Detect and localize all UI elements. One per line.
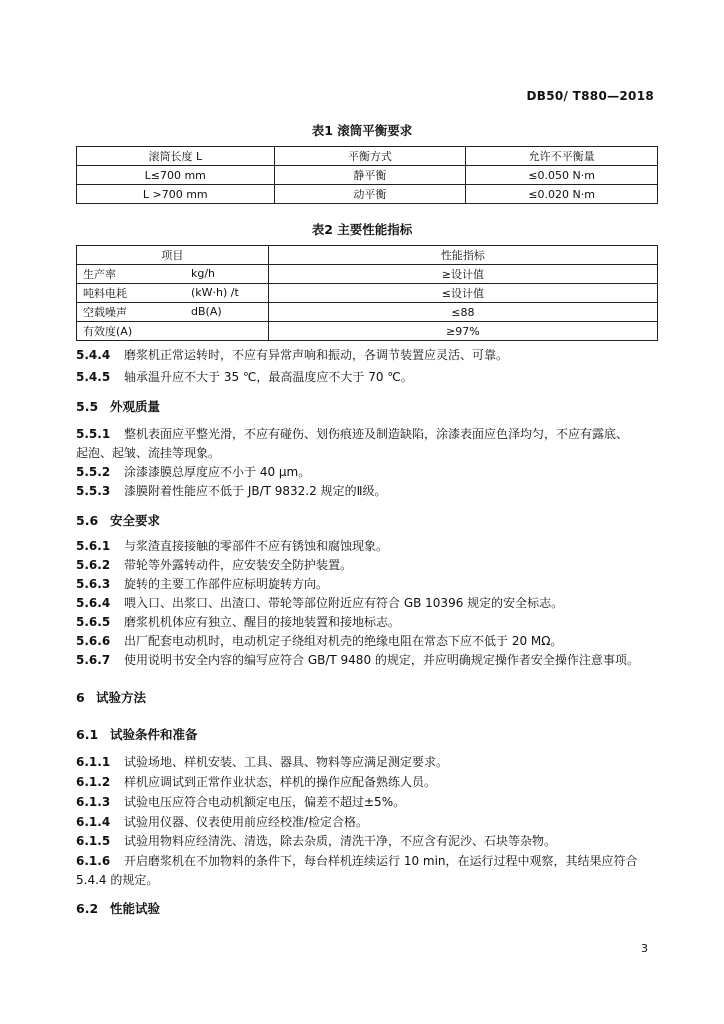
item-name: 空载噪声 xyxy=(83,306,127,319)
table-header-row xyxy=(77,246,658,265)
clause-number: 5.6.6 xyxy=(76,634,111,648)
clause-number: 6.1.1 xyxy=(76,755,111,769)
clause-text: 与浆渣直接接触的零部件不应有锈蚀和腐蚀现象。 xyxy=(124,539,389,553)
clause-number: 5.5.2 xyxy=(76,465,111,479)
clause-5-6-5 xyxy=(76,613,400,630)
table-cell: L >700 mm xyxy=(77,185,275,204)
section-number: 6 xyxy=(76,690,85,705)
clause-5-6-7 xyxy=(76,651,639,668)
clause-6-1-3 xyxy=(76,793,405,810)
clause-number: 5.6.5 xyxy=(76,615,111,629)
clause-5-6-3 xyxy=(76,575,328,592)
clause-number: 5.4.4 xyxy=(76,348,111,362)
section-5-5-heading xyxy=(76,397,160,415)
table-header-cell: 滚筒长度 L xyxy=(77,147,275,166)
table1-caption: 表1 滚筒平衡要求 xyxy=(311,123,413,138)
table-cell: ≤设计值 xyxy=(268,284,657,303)
table-row xyxy=(77,185,658,204)
clause-6-1-5 xyxy=(76,832,556,849)
clause-number: 6.1.4 xyxy=(76,815,111,829)
item-unit: (kW·h) /t xyxy=(191,286,239,299)
clause-text: 旋转的主要工作部件应标明旋转方向。 xyxy=(124,577,329,591)
clause-number: 5.6.4 xyxy=(76,596,111,610)
clause-text: 试验用仪器、仪表使用前应经校准/检定合格。 xyxy=(124,815,369,829)
clause-number: 6.1.5 xyxy=(76,834,111,848)
section-title: 性能试验 xyxy=(110,901,161,916)
section-5-6-heading xyxy=(76,511,160,529)
table-header-row xyxy=(77,147,658,166)
clause-text: 起泡、起皱、流挂等现象。 xyxy=(76,446,221,460)
clause-text: 轴承温升应不大于 35 ℃，最高温度应不大于 70 ℃。 xyxy=(124,370,413,384)
clause-5-6-2 xyxy=(76,556,352,573)
section-title: 试验条件和准备 xyxy=(110,727,198,742)
clause-5-5-1-continued xyxy=(76,444,220,461)
clause-text: 开启磨浆机在不加物料的条件下，每台样机连续运行 10 min，在运行过程中观察，其结果应符合 xyxy=(124,854,638,868)
clause-5-5-2 xyxy=(76,463,310,480)
clause-5-5-1 xyxy=(76,425,628,442)
clause-6-1-1 xyxy=(76,753,448,770)
section-title: 外观质量 xyxy=(110,399,161,414)
clause-text: 磨浆机机体应有独立、醒目的接地装置和接地标志。 xyxy=(124,615,401,629)
section-title: 试验方法 xyxy=(96,690,147,705)
clause-number: 5.6.3 xyxy=(76,577,111,591)
table-cell: ≥设计值 xyxy=(268,265,657,284)
table-cell-item xyxy=(77,322,269,341)
clause-text: 5.4.4 的规定。 xyxy=(76,873,159,887)
clause-number: 6.1.6 xyxy=(76,854,111,868)
clause-number: 6.1.2 xyxy=(76,775,111,789)
table2-performance xyxy=(76,245,658,341)
table-cell-item xyxy=(77,265,269,284)
table1-drum-balance xyxy=(76,146,658,204)
item-unit: kg/h xyxy=(191,267,216,280)
clause-6-1-4 xyxy=(76,813,368,830)
section-title: 安全要求 xyxy=(110,513,161,528)
clause-text: 漆膜附着性能应不低于 JB/T 9832.2 规定的Ⅱ级。 xyxy=(124,484,387,498)
section-6-1-heading xyxy=(76,725,198,743)
table-row xyxy=(77,322,658,341)
clause-number: 6.1.3 xyxy=(76,795,111,809)
page-number: 3 xyxy=(641,942,648,955)
table-header-cell: 性能指标 xyxy=(268,246,657,265)
table-cell-item xyxy=(77,303,269,322)
clause-number: 5.5.1 xyxy=(76,427,111,441)
item-name: 吨料电耗 xyxy=(83,287,127,300)
clause-5-6-6 xyxy=(76,632,562,649)
clause-text: 磨浆机正常运转时，不应有异常声响和振动，各调节装置应灵活、可靠。 xyxy=(124,348,509,362)
clause-number: 5.4.5 xyxy=(76,370,111,384)
clause-text: 带轮等外露转动件，应安装安全防护装置。 xyxy=(124,558,353,572)
clause-text: 试验场地、样机安装、工具、器具、物料等应满足测定要求。 xyxy=(124,755,449,769)
clause-number: 5.6.2 xyxy=(76,558,111,572)
section-number: 6.2 xyxy=(76,901,99,916)
clause-text: 整机表面应平整光滑，不应有碰伤、划伤痕迹及制造缺陷，涂漆表面应色泽均匀，不应有露底、 xyxy=(124,427,629,441)
table-cell: ≤0.020 N·m xyxy=(466,185,658,204)
table-row xyxy=(77,303,658,322)
clause-text: 出厂配套电动机时，电动机定子绕组对机壳的绝缘电阻在常态下应不低于 20 MΩ。 xyxy=(124,634,563,648)
clause-text: 试验用物料应经清洗、清选，除去杂质，清洗干净，不应含有泥沙、石块等杂物。 xyxy=(124,834,557,848)
table-header-cell: 平衡方式 xyxy=(274,147,466,166)
table-cell-item xyxy=(77,284,269,303)
section-number: 5.6 xyxy=(76,513,99,528)
clause-5-6-4 xyxy=(76,594,563,611)
clause-text: 试验电压应符合电动机额定电压，偏差不超过±5%。 xyxy=(124,795,406,809)
section-number: 5.5 xyxy=(76,399,99,414)
section-number: 6.1 xyxy=(76,727,99,742)
table-cell: 静平衡 xyxy=(274,166,466,185)
table-row xyxy=(77,284,658,303)
table2-caption: 表2 主要性能指标 xyxy=(311,222,413,237)
table-row xyxy=(77,166,658,185)
clause-text: 涂漆漆膜总厚度应不小于 40 μm。 xyxy=(124,465,311,479)
table-cell: ≤88 xyxy=(268,303,657,322)
table-cell: 动平衡 xyxy=(274,185,466,204)
table-cell: L≤700 mm xyxy=(77,166,275,185)
item-name: 有效度(A) xyxy=(83,325,133,338)
clause-5-5-3 xyxy=(76,482,386,499)
clause-6-1-2 xyxy=(76,773,436,790)
clause-text: 使用说明书安全内容的编写应符合 GB/T 9480 的规定，并应明确规定操作者安全操作注意事项。 xyxy=(124,653,639,667)
clause-6-1-6-continued xyxy=(76,871,158,888)
table-row xyxy=(77,265,658,284)
clause-number: 5.6.7 xyxy=(76,653,111,667)
section-6-heading xyxy=(76,688,146,706)
table-header-cell: 项目 xyxy=(77,246,269,265)
clause-text: 喂入口、出浆口、出渣口、带轮等部位附近应有符合 GB 10396 规定的安全标志。 xyxy=(124,596,564,610)
clause-6-1-6 xyxy=(76,852,638,869)
table-header-cell: 允许不平衡量 xyxy=(466,147,658,166)
table-cell: ≤0.050 N·m xyxy=(466,166,658,185)
clause-text: 样机应调试到正常作业状态，样机的操作应配备熟练人员。 xyxy=(124,775,437,789)
item-unit: dB(A) xyxy=(191,305,222,318)
clause-number: 5.5.3 xyxy=(76,484,111,498)
clause-5-4-5 xyxy=(76,368,413,385)
standard-code: DB50/ T880—2018 xyxy=(526,89,654,103)
item-name: 生产率 xyxy=(83,268,116,281)
section-6-2-heading xyxy=(76,899,160,917)
table-cell: ≥97% xyxy=(268,322,657,341)
clause-5-4-4 xyxy=(76,346,508,363)
clause-5-6-1 xyxy=(76,537,388,554)
clause-number: 5.6.1 xyxy=(76,539,111,553)
